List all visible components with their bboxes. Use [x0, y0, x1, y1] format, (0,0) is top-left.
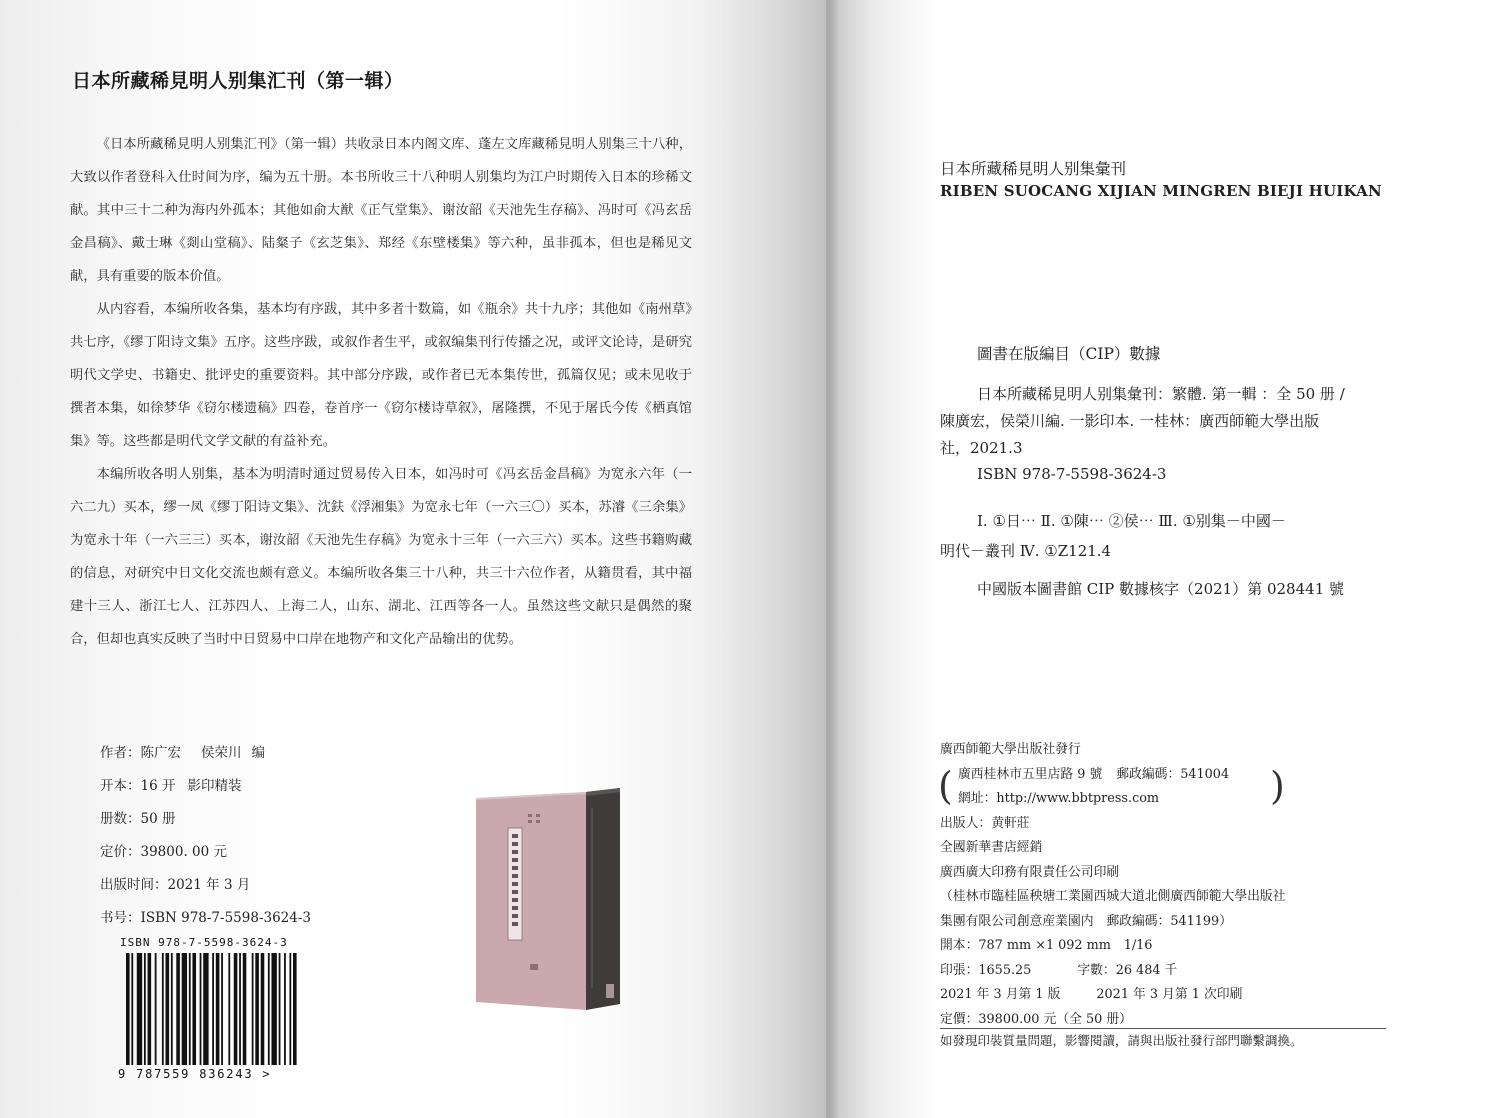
class-line-2: 明代－叢刊 Ⅳ. ①Z121.4: [940, 542, 1112, 560]
description-paragraph-3: 本编所收各明人别集，基本为明清时通过贸易传入日本，如冯时可《冯玄岳金昌稿》为宽永六年（一六二九）买本，缪一凤《缪丁阳诗文集》、沈鈇《浮湘集》为宽永七年（一六三〇）买本，苏濬《三余集》为宽永十年（一六三三）买本，谢汝韶《天池先生存稿》为宽永十三年（一六三六）买本。这些书籍购藏的信息，对研究中日文化交流也颇有意义。本编所收各集三十八种，共三十六位作者，从籍贯看，其中福建十三人、浙江七人、江苏四人、上海二人，山东、湖北、江西等各一人。虽然这些文献只是偶然的聚合，但却也真实反映了当时中日贸易中口岸在地物产和文化产品输出的优势。: [70, 467, 692, 647]
cip-line-1: 日本所藏稀見明人别集彙刊：繁體. 第一輯 ：全 50 册 /: [977, 385, 1345, 403]
printer-address-2: 集團有限公司創意産業園内 郵政編碼：541199）: [940, 913, 1232, 929]
issuer: 出版人：黄軒莊: [940, 815, 1030, 831]
publication-info: [940, 738, 1410, 1032]
format-row: [100, 770, 311, 803]
format-value: 16 开: [140, 778, 176, 794]
format: 開本：787 mm ×1 092 mm 1/16: [940, 938, 1153, 953]
left-paren: (: [938, 763, 953, 808]
publisher: 廣西師範大學出版社發行: [940, 742, 1081, 757]
series-title: 日本所藏稀見明人别集彙刊: [940, 160, 1127, 178]
isbn-value: ISBN 978-7-5598-3624-3: [140, 910, 312, 926]
volumes-value: 50 册: [140, 811, 176, 827]
price-label: 定价：: [100, 844, 141, 860]
cip-line-3: 社，2021.3: [940, 439, 1023, 457]
date-label: 出版时间：: [100, 877, 168, 893]
publisher-address-block: [940, 763, 1410, 812]
printer-address-1: （桂林市臨桂區秧塘工業園西城大道北側廣西師範大學出版社: [940, 889, 1286, 904]
class-line-1: Ⅰ. ①日⋯ Ⅱ. ①陳⋯ ②侯⋯ Ⅲ. ①别集－中國－: [977, 512, 1286, 530]
book-info: [100, 737, 311, 935]
printing: 2021 年 3 月第 1 次印刷: [1096, 987, 1243, 1002]
distributor: 全國新華書店經銷: [940, 840, 1043, 855]
address-row: [958, 763, 1410, 788]
postcode: 郵政編碼：541004: [1116, 766, 1230, 782]
format-value-2: 影印精装: [187, 778, 242, 794]
barcode: [126, 953, 302, 1065]
format-label: 开本：: [100, 778, 141, 794]
website[interactable]: 網址：http://www.bbtpress.com: [958, 791, 1160, 806]
barcode-isbn-text: ISBN 978-7-5598-3624-3: [120, 936, 288, 949]
printer: 廣西廣大印務有限責任公司印刷: [940, 864, 1120, 880]
edition: 2021 年 3 月第 1 版: [940, 987, 1061, 1002]
sheets: 印張：1655.25: [940, 962, 1032, 978]
cip-isbn: ISBN 978-7-5598-3624-3: [977, 465, 1167, 483]
cip-classification: [940, 506, 1410, 566]
word-count: 字數：26 484 千: [1077, 962, 1178, 978]
series-romanization: RIBEN SUOCANG XIJIAN MINGREN BIEJI HUIKAN: [940, 182, 1382, 200]
quality-notice: 如發現印裝質量問題，影響閱讀，請與出版社發行部門聯繫調換。: [940, 1033, 1303, 1048]
divider-line: [940, 1028, 1386, 1029]
book-title: 日本所藏稀見明人别集汇刊（第一辑）: [72, 70, 404, 92]
volumes-row: [100, 803, 311, 836]
sheets-words-row: [940, 959, 1410, 984]
date-value: 2021 年 3 月: [167, 877, 251, 893]
description-body: [70, 128, 692, 656]
description-paragraph-1: 《日本所藏稀見明人别集汇刊》（第一辑）共收录日本内阁文库、蓬左文库藏稀見明人别集三十八种，大致以作者登科入仕时间为序，编为五十册。本书所收三十八种明人别集均为江户时期传入日本的珍稀文献。其中三十二种为海内外孤本；其他如俞大猷《正气堂集》、谢汝韶《天池先生存稿》、冯时可《冯玄岳金昌稿》、戴士琳《剡山堂稿》、陆粲子《玄芝集》、郑经《东壁楼集》等六种，虽非孤本，但也是稀见文献，具有重要的版本价值。: [70, 137, 692, 284]
cip-number: 中國版本圖書館 CIP 數據核字（2021）第 028441 號: [977, 580, 1345, 598]
date-row: [100, 869, 311, 902]
isbn-label: 书号：: [100, 910, 141, 926]
author-value: 陈广宏: [140, 745, 181, 761]
isbn-row: [100, 902, 311, 935]
author-value-2: 侯荣川: [201, 745, 242, 761]
price-row: [100, 836, 311, 869]
cip-heading: 圖書在版編目（CIP）數據: [977, 345, 1161, 363]
cip-record: [940, 381, 1380, 462]
right-paren: ): [1270, 763, 1285, 808]
edition-row: [940, 983, 1410, 1008]
description-paragraph-2: 从内容看，本编所收各集，基本均有序跋，其中多者十数篇，如《瓶余》共十九序；其他如《南州草》共七序，《缪丁阳诗文集》五序。这些序跋，或叙作者生平，或叙编集刊行传播之况，或评文论诗，是研究明代文学史、书籍史、批评史的重要资料。其中部分序跋，或作者已无本集传世，孤篇仅见；或未见收于撰者本集，如徐梦华《窃尔楼遗稿》四卷，卷首序一《窃尔楼诗草叙》，屠隆撰，不见于屠氏今传《栖真馆集》等。这些都是明代文学文献的有益补充。: [70, 302, 692, 449]
address: 廣西桂林市五里店路 9 號: [958, 766, 1103, 782]
barcode-digits: 9 787559 836243 >: [118, 1067, 272, 1081]
author-label: 作者：: [100, 745, 141, 761]
price-value: 39800. 00 元: [140, 844, 227, 860]
book-cover-image: [474, 788, 634, 1012]
author-suffix: 编: [251, 745, 265, 761]
cip-line-2: 陳廣宏，侯榮川編. 一影印本. 一桂林：廣西師範大學出版: [940, 412, 1320, 430]
author-row: [100, 737, 311, 770]
price: 定價：39800.00 元（全 50 册）: [940, 1011, 1132, 1027]
volumes-label: 册数：: [100, 811, 141, 827]
